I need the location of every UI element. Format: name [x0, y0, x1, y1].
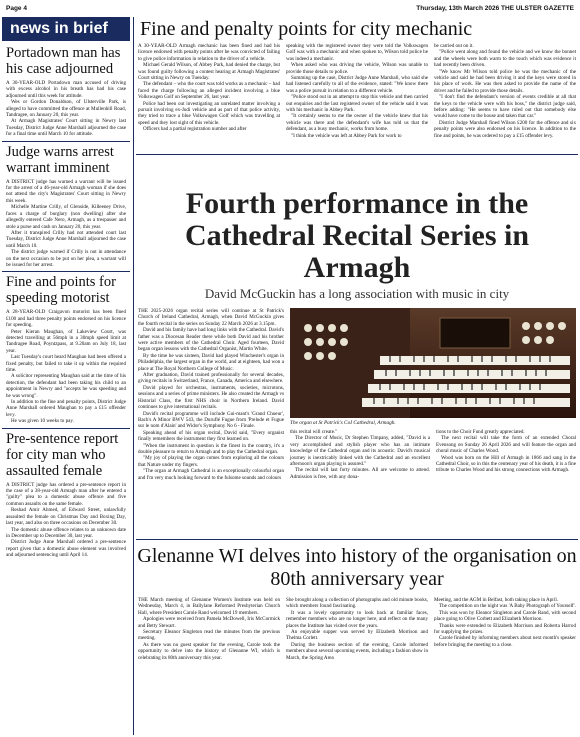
column-divider [133, 17, 134, 735]
paragraph: When asked who was driving the vehicle, Wilson was unable to provide those details to police. [286, 62, 428, 75]
brief-headline: Fine and points for speeding motorist [6, 274, 116, 307]
paragraph: During the business section of the evening, Carole informed members about several upcoming events, including a fashion show in March, the Spring Area [286, 641, 428, 661]
paragraph: She brought along a collection of photographs and old minute books, which members found fascinating. [286, 597, 428, 610]
paragraph: Apologies were received from Pamela McDowell, Iris McCormick and Betty Stewart. [138, 616, 280, 629]
paragraph: Police had been out investigating an unrelated matter involving a pursuit involving ex-Judi vehicle and as part of that police activity, they tried to trace a blue Volkswagen Golf which was travelling at speed and they lost sight of this vehicle. [138, 100, 280, 126]
brief-story [2, 274, 130, 428]
paragraph: Reshad Amir Ahmed, of Edward Street, unlawfully assaulted the female on Christmas Day and Boxing Day, last year, and also on three occasions on December 30. [6, 507, 126, 527]
paragraph: Wood was born on the Hill of Armagh in 1866 and sang in the Cathedral Choir, so in this the centenary year of his death, it is a fine tribute to Charles Wood and his strong connections with Armagh. [436, 454, 576, 474]
paragraph: The competition on the night was 'A Baby Photograph of Yourself'. [439, 603, 576, 610]
paragraph: Peter Kieran Maughan, of Lakeview Court, was detected travelling at 56mph in a 30mph speed limit at Tandragee Road, Poyntzpass, at 9.20am on July 18, last year. [6, 328, 126, 354]
text-column [138, 43, 280, 139]
paragraph: A DISTRICT judge has ordered a pre-sentence report in the case of a 38-year-old Armagh man after he entered a "guilty" plea to a domestic abuse offence and five common assaults on the same female. [6, 481, 126, 507]
paragraph: Carole finished by informing members about next month's speaker before bringing the meeting to a close. [434, 635, 576, 648]
recital-story [136, 158, 578, 540]
paragraph: At Armagh Magistrates' Court sitting in Newry last Tuesday, District Judge Anne Marshall adjourned the case for a final time until March 10 for attitude. [6, 118, 126, 138]
text-column [434, 43, 576, 139]
paragraph: Michael Gerald Wilson, of Abbey Park, had denied the charge, but was found guilty following a contest hearing at Armagh Magistrates' Court sitting in Newry on Tuesday. [138, 62, 280, 82]
paragraph: be carried out on it. [434, 43, 474, 49]
paragraph: "My joy of playing the organ comes from exploring all the colours that Nature under my fingers. [138, 455, 284, 468]
paragraph: The Director of Music, Dr Stephen Timpany, added, "David is a very accomplished and stylish player who has an intimate knowledge of the Cathedral organ and its acoustic. David's musical journey is inextricably linked with the Cathedral and an excellent afternoon's organ playing is assured." [290, 435, 430, 468]
organ-console-image [290, 308, 576, 418]
paragraph: After graduation, David trained professionally for several decades, giving recitals in Switzerland, France, Canada, America and elsewhere. [138, 372, 284, 385]
paragraph: Officers had a partial registration number and after [143, 126, 247, 133]
text-column [286, 597, 428, 661]
paragraph: Summing up the case, District Judge Anne Marshall, who said she had listened carefully to all of the evidence, stated: "We know there was a police pursuit in relation to a different vehicle. [286, 75, 428, 94]
text-column [290, 429, 430, 480]
text-column [138, 597, 280, 661]
paragraph: District Judge Anne Marshall ordered a pre-sentence report given that a domestic abuse element was involved and adjourned sentencing until April 14. [6, 539, 126, 559]
text-column [286, 43, 428, 139]
paragraph: speaking with the registered owner they were told the Volkswagen Golf was with a mechanic and when spoken to, Wilson told police he was indeed a mechanic. [286, 43, 428, 62]
brief-headline: Judge warns arrest warrant imminent [6, 143, 114, 176]
paragraph: "It certainly seems to me the owner of the vehicle knew that his vehicle was there and the defendant's wife has told us that the defendant, as a busy mechanic, works from home. [286, 113, 428, 133]
paragraph: A 30-YEAR-OLD Portadown man accused of driving with excess alcohol in his breath has had his case adjourned until this week for attitude. [6, 80, 126, 99]
page-number: Page 4 [6, 4, 27, 12]
paragraph: A DISTRICT judge has warned a warrant will be issued for the arrest of a 46-year-old Armagh woman if she does not attend the city's Magistrates' Court sitting in Newry this week. [6, 178, 126, 204]
story-headline: Glenanne WI delves into history of the organisation on 80th anniversary year [137, 545, 577, 590]
paragraph: This was won by Eleanor Singleton and Carole Rand, with second place going to Olive Corbett and Elizabeth Morrison. [434, 609, 576, 623]
paragraph: The domestic abuse offence relates to an unknown date in December up to December 30, last year. [6, 526, 126, 539]
paragraph: The next recital will take the form of an extended Choral Evensong on Sunday 26 April 2026 and will feature the organ and choral music of Charles Wood. [436, 435, 576, 455]
paragraph: Last Tuesday's court heard Maughan had been offered a fixed penalty, but failed to take it up within the required time. [6, 354, 126, 373]
paragraph: By the time he was sixteen, David had played Winchester's organ in Philadelphia, the largest organ in the world, and at eighteen, had won a place at The Royal Northern College of Music. [138, 352, 284, 372]
date-and-paper: Thursday, 13th March 2026 THE ULSTER GAZETTE [416, 4, 574, 12]
paragraph: David played for orchestras, instruments, societies, microtons, sessions and a series of prime ministers. He also created the Armagh vs Historial Class, the first NHS choir in Northern Ireland. David continues to give international recitals. [138, 384, 284, 411]
paragraph: An enjoyable supper was served by Elizabeth Morrison and Thelma Corlett. [286, 629, 428, 642]
paragraph: A 28-YEAR-OLD Craigavon motorist has been fined £100 and had three penalty points endorsed on his licence for speeding. [6, 309, 126, 329]
paragraph: In addition to the fine and penalty points, District Judge Anne Marshall ordered Maughan to pay a £15 offender levy. [6, 399, 126, 418]
story-headline: Fourth performance in the Cathedral Recital Series in Armagh [184, 187, 530, 284]
paragraph: "The organ at Armagh Cathedral is an exceptionally colourful organ and I'm very much looking forward to the fulsome sounds and colours [138, 468, 284, 481]
paragraph: The recital will last forty minutes. All are welcome to attend. Admission is free, with any dona- [290, 467, 430, 480]
paragraph: District Judge Marshall fined Wilson £200 for the offence and six penalty points were also endorsed on his licence. In addition to the fine and points, he was ordered to pay a £15 offender levy. [434, 119, 576, 139]
mechanic-story [136, 17, 578, 155]
paragraph: "I don't find the defendant's version of events credible at all that the keys to the vehicle were with his boss," the district judge said, before adding: "He seems to have ruled out that somebody else would have come to the house and taken that car." [434, 94, 576, 120]
page-header [0, 0, 580, 16]
paragraph: "Police stood out in an attempt to stop this vehicle and then carried out enquiries and the last registered owner of the vehicle said it was with his mechanic in Abbey Park. [286, 94, 428, 114]
paragraph: It was a lovely opportunity to look back at familiar faces, remember members who are no longer here, and reflect on the many places the Institute has visited over the years. [286, 609, 428, 629]
text-column [434, 597, 576, 661]
paragraph: "When the instrument in question is the finest in the country, it's a double pleasure to return to Armagh and to play the Cathedral organ. [138, 442, 284, 455]
paragraph: "We know Mr Wilson told police he was the mechanic of the vehicle and said he had been driving it and the keys were stored in his place of work. He was then asked to provide the name of the driver and he failed to provide those details. [434, 68, 576, 94]
paragraph: this recital will create." [290, 429, 338, 435]
text-column [436, 429, 576, 480]
brief-headline: Portadown man has his case adjourned [6, 45, 121, 77]
paragraph: The district judge warned if Crilly is not in attendance on the next occasion to be put on her plea, a warrant will be issued for her arrest. [6, 249, 126, 268]
story-subheadline: David McGuckin has a long association with music in city [204, 286, 510, 301]
paragraph: A 30-YEAR-OLD Armagh mechanic has been fined and had his licence endorsed with penalty points after he was convicted of failing to give police information in relation to the driver of a vehicle. [138, 43, 280, 62]
paragraph: A solicitor representing Maughan said at the time of his detection, the defendant had been taking his child to an appointment in Newry and "accepts he was speeding and he was wrong". [6, 373, 126, 399]
brief-headline: Pre-sentence report for city man who assaulted female [6, 430, 119, 479]
paragraph: tions to the Choir Fund greatly appreciated. [436, 429, 525, 435]
paragraph: As there was no guest speaker for the evening, Carole took the opportunity to delve into the history of Glenanne WI, which is celebrating its 80th anniversary this year. [138, 641, 280, 661]
paragraph: After it transpired Crilly had not attended court last Tuesday, District Judge Anne Marshall adjourned the case until March 10. [6, 229, 126, 249]
paragraph: The defendant – who the court was told works as a mechanic – had faced the charge following an alleged incident involving a blue Volkswagen Golf on September 26, last year. [138, 81, 280, 101]
paragraph: Thanks were extended to Elizabeth Morrison and Roberta Harrod for supplying the prizes. [434, 622, 576, 636]
photo-caption: The organ at St Patrick's CoI Cathedral, Armagh. [290, 420, 396, 426]
paragraph: THE March meeting of Glenanne Women's Institute was held on Wednesday, March 4, in Ballylane Reformed Presbyterian Church Hall, where President Carole Rand welcomed 19 members. [138, 597, 280, 616]
news-in-brief-banner: news in brief [2, 17, 130, 41]
paragraph: He was given 10 weeks to pay. [11, 418, 74, 425]
paragraph: Michelle Martine Crilly, of Glenside, Killeeney Drive, faces a charge of burglary (non dwelling) after she allegedly entered Cafe Nero, Armagh, as a trespasser and stole a purse and cash on January 20, this year. [6, 204, 126, 230]
paragraph: Wes or Gordon Donaldson, of Ulsterville Park, is alleged to have committed the offence at Mullenhill Road, Tandragee, on January 20, this year. [6, 99, 126, 119]
story-headline: Fine and penalty points for city mechanic [140, 18, 473, 40]
paragraph: David and his family have had long links with the Cathedral. David's father was a Diocesan Reader there while both David and his brother were active members of the Cathedral Choir. Aged fourteen, David began organ lessons with the Cathedral Organist, Martin White. [138, 327, 284, 353]
news-in-brief-column [2, 17, 130, 735]
paragraph: David's recital programme will include Gui-mant's 'Grand Choeur', Bach's A Minor BWV 543, the Duruflé Fugue from 'Prelude et Fugue sur le nom d'Alain' and Widor's Symphony No 6 - Finale. [138, 410, 284, 430]
brief-story [2, 144, 130, 273]
paragraph: THE 2025-2026 organ recital series will continue at St Patrick's Church of Ireland Cathedral, Armagh, when David McGuckin gives the fourth recital in the series on Sunday 22 March 2026 at 3.15pm. [138, 308, 284, 327]
text-column [138, 308, 284, 481]
paragraph: Speaking ahead of his organ recital, David said, "Every organist finally remembers the instrument they first learned on. [138, 429, 284, 443]
paragraph: Secretary Eleanor Singleton read the minutes from the previous meeting. [138, 629, 280, 642]
paragraph: Meeting, and the AGM in Belfast, both taking place in April. [434, 597, 559, 603]
brief-story [2, 431, 130, 562]
brief-story [2, 45, 130, 142]
glenanne-wi-story [136, 545, 578, 735]
paragraph: "Police went along and found the vehicle and we know the bonnet and the wheels were both warm to the touch which was evidence it had recently been driven. [434, 49, 576, 69]
organ-photo [290, 308, 576, 418]
paragraph: "I think the vehicle was left at Abbey Park for work to [291, 132, 402, 139]
